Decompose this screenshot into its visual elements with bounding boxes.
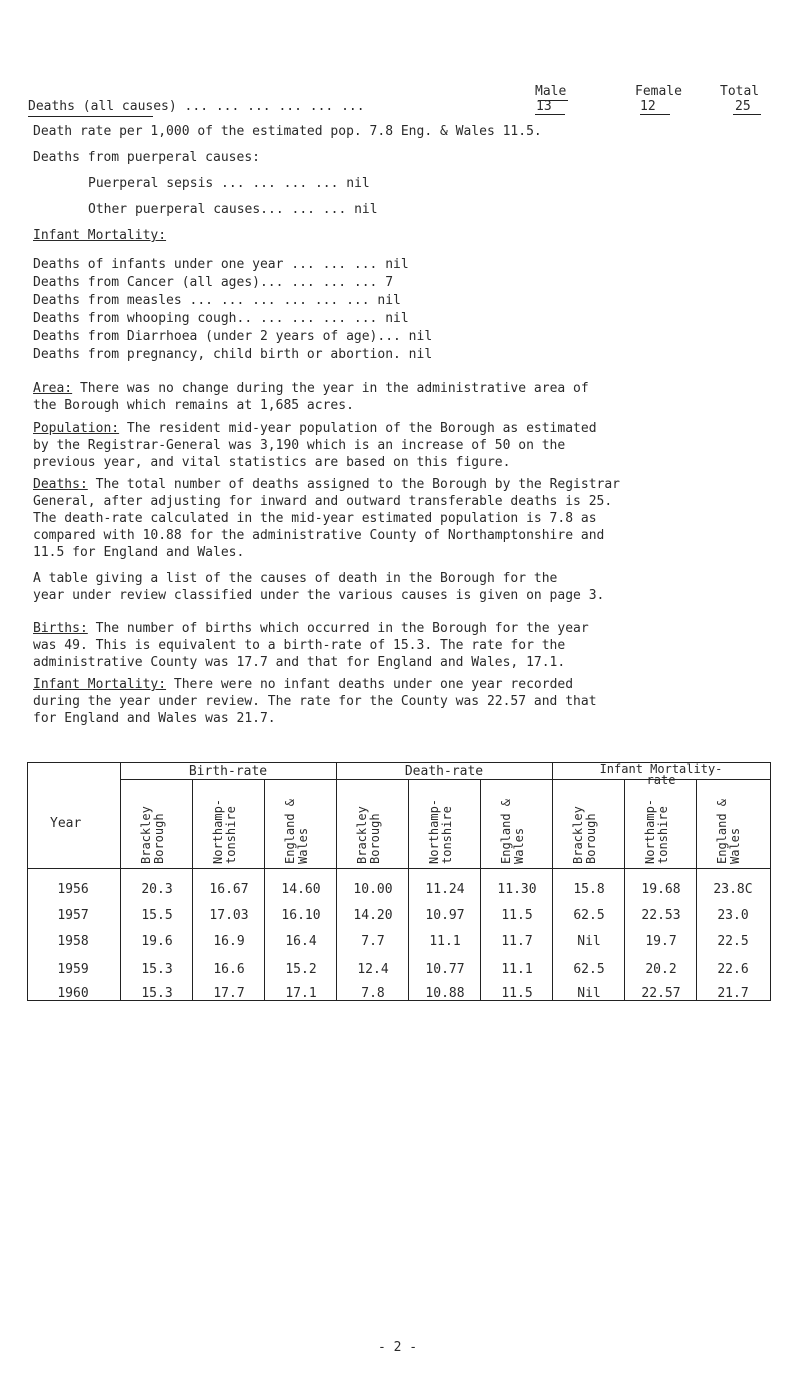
deaths-line-2: General, after adjusting for inward and outward transferable deaths is 25. [33, 494, 613, 509]
table-cell: 14.60 [281, 882, 321, 897]
table-header-divider [27, 868, 771, 869]
table-cell: 15.3 [141, 962, 173, 977]
births-line-3: administrative County was 17.7 and that for England and Wales, 17.1. [33, 655, 566, 670]
table-cell: 10.97 [425, 908, 465, 923]
column-header-female: Female [635, 84, 682, 99]
table-cell: 10.77 [425, 962, 465, 977]
subheader-death-northamptonshire: Northamp- tonshire [427, 798, 454, 864]
table-cell: 21.7 [717, 986, 749, 1001]
table-cell: 11.5 [501, 986, 533, 1001]
table-cell: 62.5 [573, 962, 605, 977]
subheader-birth-northamptonshire: Northamp- tonshire [211, 798, 238, 864]
col-divider-4 [480, 779, 481, 1000]
population-line-3: previous year, and vital statistics are based on this figure. [33, 455, 511, 470]
table-cell: 22.6 [717, 962, 749, 977]
births-line-1: The number of births which occurred in the Borough for the year [87, 621, 589, 636]
male-value-underline [535, 114, 565, 115]
table-cell: 15.8 [573, 882, 605, 897]
table-cell: 22.57 [641, 986, 681, 1001]
table-cell: 15.3 [141, 986, 173, 1001]
infant-row-6: Deaths from pregnancy, child birth or abortion. nil [33, 347, 433, 362]
im-line-3: for England and Wales was 21.7. [33, 711, 276, 726]
table-cell: 10.88 [425, 986, 465, 1001]
group-header-death-rate: Death-rate [404, 764, 484, 779]
deaths-female-value: 12 [640, 99, 656, 114]
deaths-line-1: The total number of deaths assigned to the Borough by the Registrar [87, 477, 621, 492]
deaths-line-4: compared with 10.88 for the administrative County of Northamptonshire and [33, 528, 605, 543]
female-value-underline [640, 114, 670, 115]
subheader-birth-england-wales: England & Wales [283, 798, 310, 864]
table-cell: 14.20 [353, 908, 393, 923]
subheader-infant-england-wales: England & Wales [715, 798, 742, 864]
year-cell: 1959 [57, 962, 89, 977]
table-cell: 16.6 [213, 962, 245, 977]
area-line-2: the Borough which remains at 1,685 acres. [33, 398, 354, 413]
population-label: Population: [33, 421, 120, 436]
table-cell: 19.7 [645, 934, 677, 949]
deaths-paragraph [33, 476, 753, 561]
population-paragraph [33, 420, 753, 471]
col-divider-6 [696, 779, 697, 1000]
table-cell: 20.3 [141, 882, 173, 897]
infant-row-2: Deaths from Cancer (all ages)... ... ... ... 7 [33, 275, 394, 290]
deaths-underline [28, 116, 153, 117]
year-col-divider [120, 762, 121, 1000]
infant-row-4: Deaths from whooping cough.. ... ... ... ... nil [33, 311, 409, 326]
births-line-2: was 49. This is equivalent to a birth-rate of 15.3. The rate for the [33, 638, 566, 653]
table-cell: Nil [577, 934, 601, 949]
table-cell: 22.5 [717, 934, 749, 949]
table-cell: 10.00 [353, 882, 393, 897]
table-cell: 12.4 [357, 962, 389, 977]
births-paragraph [33, 620, 753, 671]
table-cell: 17.03 [209, 908, 249, 923]
table-cell: 23.0 [717, 908, 749, 923]
table-cell: 16.9 [213, 934, 245, 949]
infant-mortality-label: Infant Mortality: [33, 677, 167, 692]
death-infant-divider [552, 762, 553, 1000]
table-cell: 11.1 [429, 934, 461, 949]
subheader-death-brackley: Brackley Borough [355, 806, 382, 864]
table-note-line-2: year under review classified under the various causes is given on page 3. [33, 588, 605, 603]
table-cell: 16.67 [209, 882, 249, 897]
table-cell: 20.2 [645, 962, 677, 977]
area-line-1: There was no change during the year in the administrative area of [72, 381, 589, 396]
total-value-underline [733, 114, 761, 115]
deaths-all-causes-row [28, 99, 365, 115]
table-cell: 11.30 [497, 882, 537, 897]
group-header-infant-mortality: Infant Mortality- rate [599, 762, 723, 787]
puerperal-other: Other puerperal causes... ... ... nil [88, 202, 378, 217]
im-line-2: during the year under review. The rate for the County was 22.57 and that [33, 694, 597, 709]
infant-row-1: Deaths of infants under one year ... ... ... nil [33, 257, 409, 272]
table-cell: 15.5 [141, 908, 173, 923]
table-cell: 17.1 [285, 986, 317, 1001]
table-cell: 16.10 [281, 908, 321, 923]
infant-mortality-paragraph [33, 676, 753, 727]
death-rate-line: Death rate per 1,000 of the estimated pop. 7.8 Eng. & Wales 11.5. [33, 124, 542, 139]
table-cell: 11.7 [501, 934, 533, 949]
infant-row-3: Deaths from measles ... ... ... ... ... ... nil [33, 293, 401, 308]
deaths-line-5: 11.5 for England and Wales. [33, 545, 245, 560]
table-left-border [27, 762, 28, 1000]
table-cell: 23.8C [713, 882, 753, 897]
deaths-line-3: The death-rate calculated in the mid-year estimated population is 7.8 as [33, 511, 597, 526]
table-cell: 16.4 [285, 934, 317, 949]
infant-row-5: Deaths from Diarrhoea (under 2 years of age)... nil [33, 329, 433, 344]
subheader-birth-brackley: Brackley Borough [139, 806, 166, 864]
table-note-paragraph [33, 570, 753, 604]
deaths-suffix: (all causes) ... ... ... ... ... ... [74, 99, 365, 114]
area-label: Area: [33, 381, 73, 396]
table-cell: 19.68 [641, 882, 681, 897]
deaths-para-label: Deaths: [33, 477, 88, 492]
puerperal-sepsis: Puerperal sepsis ... ... ... ... nil [88, 176, 370, 191]
subheader-infant-northamptonshire: Northamp- tonshire [643, 798, 670, 864]
col-divider-5 [624, 779, 625, 1000]
year-cell: 1956 [57, 882, 89, 897]
deaths-total-value: 25 [735, 99, 751, 114]
table-cell: 7.8 [361, 986, 385, 1001]
column-header-total: Total [720, 84, 760, 99]
col-divider-3 [408, 779, 409, 1000]
year-header: Year [50, 816, 82, 831]
im-line-1: There were no infant deaths under one year recorded [166, 677, 574, 692]
year-cell: 1957 [57, 908, 89, 923]
population-line-1: The resident mid-year population of the Borough as estimated [119, 421, 597, 436]
table-cell: 7.7 [361, 934, 385, 949]
table-cell: 11.1 [501, 962, 533, 977]
puerperal-heading: Deaths from puerperal causes: [33, 150, 260, 165]
table-right-border [770, 762, 771, 1000]
infant-mortality-heading: Infant Mortality: [33, 228, 167, 243]
table-cell: 15.2 [285, 962, 317, 977]
year-cell: 1960 [57, 986, 89, 1001]
table-cell: 17.7 [213, 986, 245, 1001]
table-cell: 22.53 [641, 908, 681, 923]
table-cell: 19.6 [141, 934, 173, 949]
table-cell: 11.24 [425, 882, 465, 897]
group-header-birth-rate: Birth-rate [188, 764, 268, 779]
table-cell: 62.5 [573, 908, 605, 923]
birth-death-divider [336, 762, 337, 1000]
subheader-infant-brackley: Brackley Borough [571, 806, 598, 864]
deaths-label: Deaths [28, 99, 75, 114]
table-note-line-1: A table giving a list of the causes of death in the Borough for the [33, 571, 558, 586]
population-line-2: by the Registrar-General was 3,190 which is an increase of 50 on the [33, 438, 566, 453]
year-cell: 1958 [57, 934, 89, 949]
area-paragraph [33, 380, 753, 414]
column-header-male: Male [535, 84, 567, 99]
subheader-death-england-wales: England & Wales [499, 798, 526, 864]
col-divider-2 [264, 779, 265, 1000]
table-cell: 11.5 [501, 908, 533, 923]
page-number: - 2 - [378, 1340, 418, 1355]
col-divider-1 [192, 779, 193, 1000]
deaths-male-value: 13 [536, 99, 552, 114]
births-label: Births: [33, 621, 88, 636]
table-cell: Nil [577, 986, 601, 1001]
